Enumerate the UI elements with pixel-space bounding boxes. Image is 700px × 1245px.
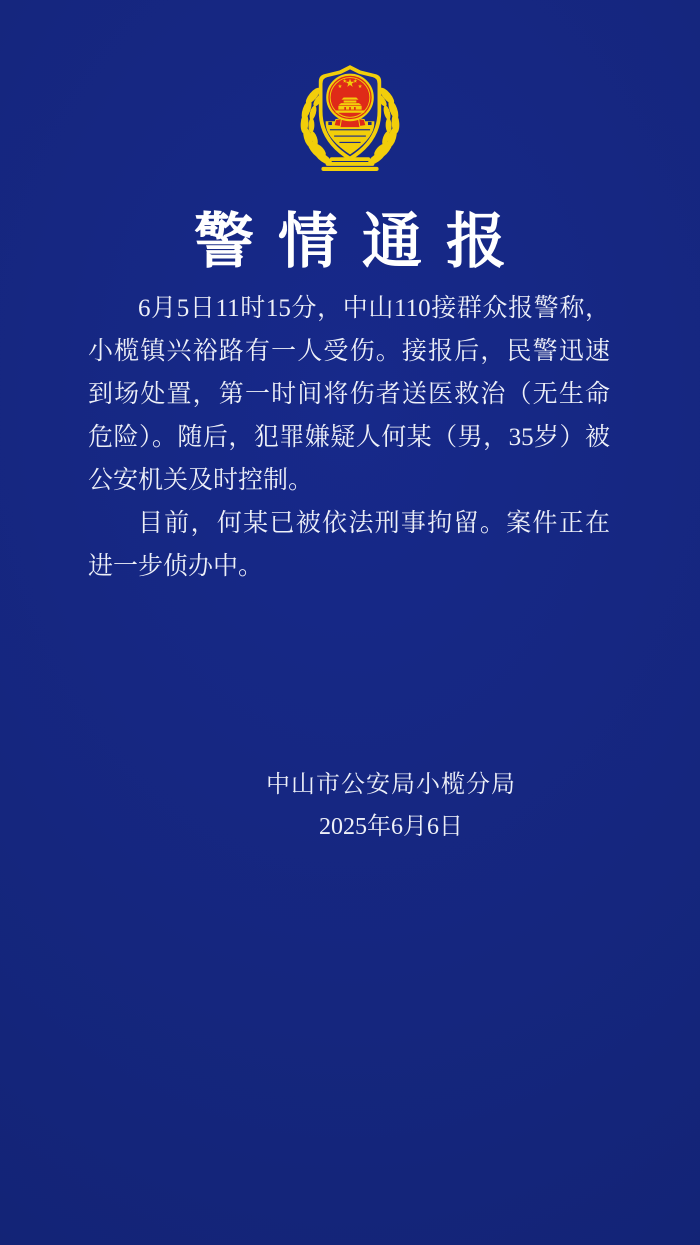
issuing-agency: 中山市公安局小榄分局 [266,772,516,798]
notice-body [88,287,610,588]
notice-title: 警情通报 [194,209,530,275]
national-emblem [327,75,372,120]
police-badge-icon [297,62,403,172]
issue-date: 2025年6月6日 [319,814,463,840]
notice-paragraph: 6月5日11时15分，中山110接群众报警称，小榄镇兴裕路有一人受伤。接报后，民警迅速到场处置，第一时间将伤者送医救治（无生命危险）。随后，犯罪嫌疑人何某（男，35岁）被公安机关及时控制。 [88,295,610,494]
signature-block [0,764,700,848]
notice-paragraph: 目前，何某已被依法刑事拘留。案件正在进一步侦办中。 [88,510,610,580]
